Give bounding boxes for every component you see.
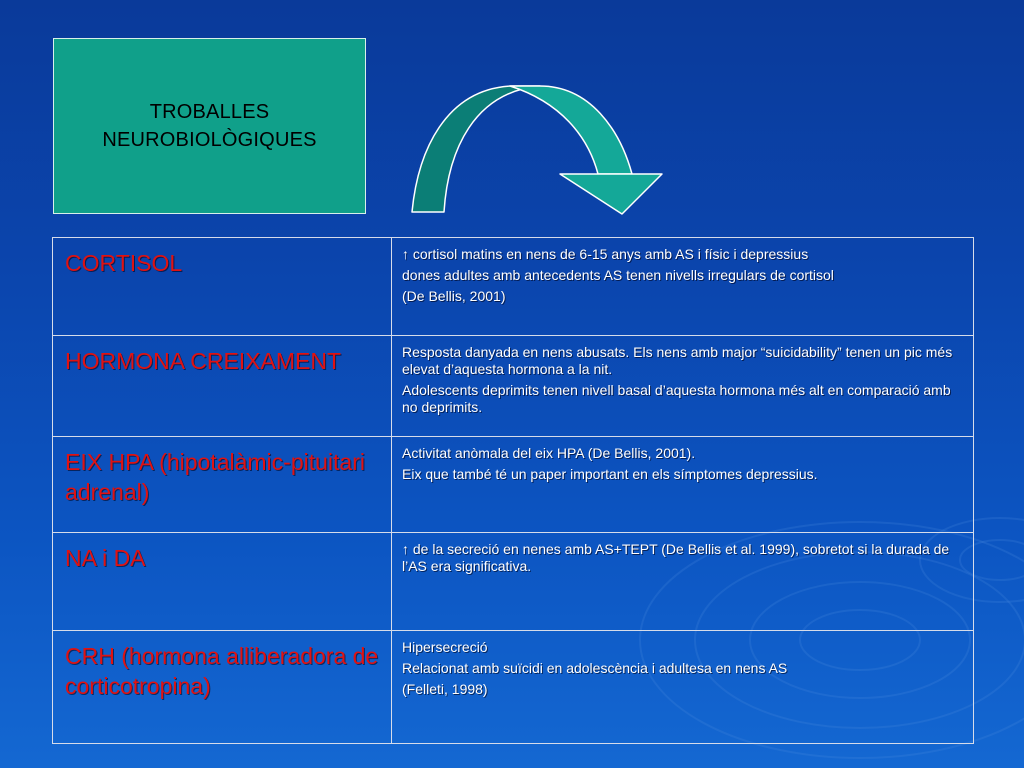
table-row [53, 437, 974, 533]
findings-table [52, 237, 974, 744]
detail-line: Activitat anòmala del eix HPA (De Bellis, 2001). [402, 445, 696, 461]
table-row [53, 336, 974, 437]
detail-line: ↑ cortisol matins en nens de 6-15 anys amb AS i físic i depressius [402, 246, 809, 262]
detail-line: (De Bellis, 2001) [402, 288, 506, 304]
row-label-na-da: NA i DA [53, 533, 392, 631]
title-line-2: NEUROBIOLÒGIQUES [102, 129, 317, 151]
row-label-growth-hormone: HORMONA CREIXAMENT [53, 336, 392, 437]
detail-line: ↑ de la secreció en nenes amb AS+TEPT (De Bellis et al. 1999), sobretot si la durada de l’AS era significativa. [402, 541, 950, 574]
row-label-cortisol: CORTISOL [53, 238, 392, 336]
title-line-1: TROBALLES [149, 101, 270, 123]
detail-line: Relacionat amb suïcidi en adolescència i adultesa en nens AS [402, 660, 788, 676]
detail-line: Eix que també té un paper important en els símptomes depressius. [402, 466, 818, 482]
row-details-growth-hormone [392, 336, 974, 437]
detail-line: Hipersecreció [402, 639, 488, 655]
title-box [53, 38, 366, 214]
detail-line: Resposta danyada en nens abusats. Els nens amb major “suicidability” tenen un pic més elevat d’aquesta hormona a la nit. [402, 344, 953, 377]
detail-line: (Felleti, 1998) [402, 681, 488, 697]
row-details-hpa-axis [392, 437, 974, 533]
row-details-crh [392, 631, 974, 744]
row-details-na-da [392, 533, 974, 631]
table-row [53, 533, 974, 631]
table-row [53, 631, 974, 744]
row-label-hpa-axis: EIX HPA (hipotalàmic-pituitari adrenal) [53, 437, 392, 533]
curved-down-arrow-icon [410, 80, 666, 220]
row-details-cortisol [392, 238, 974, 336]
table-row [53, 238, 974, 336]
row-label-crh: CRH (hormona alliberadora de corticotropina) [53, 631, 392, 744]
detail-line: dones adultes amb antecedents AS tenen nivells irregulars de cortisol [402, 267, 834, 283]
detail-line: Adolescents deprimits tenen nivell basal d’aquesta hormona més alt en comparació amb no deprimits. [402, 382, 951, 415]
